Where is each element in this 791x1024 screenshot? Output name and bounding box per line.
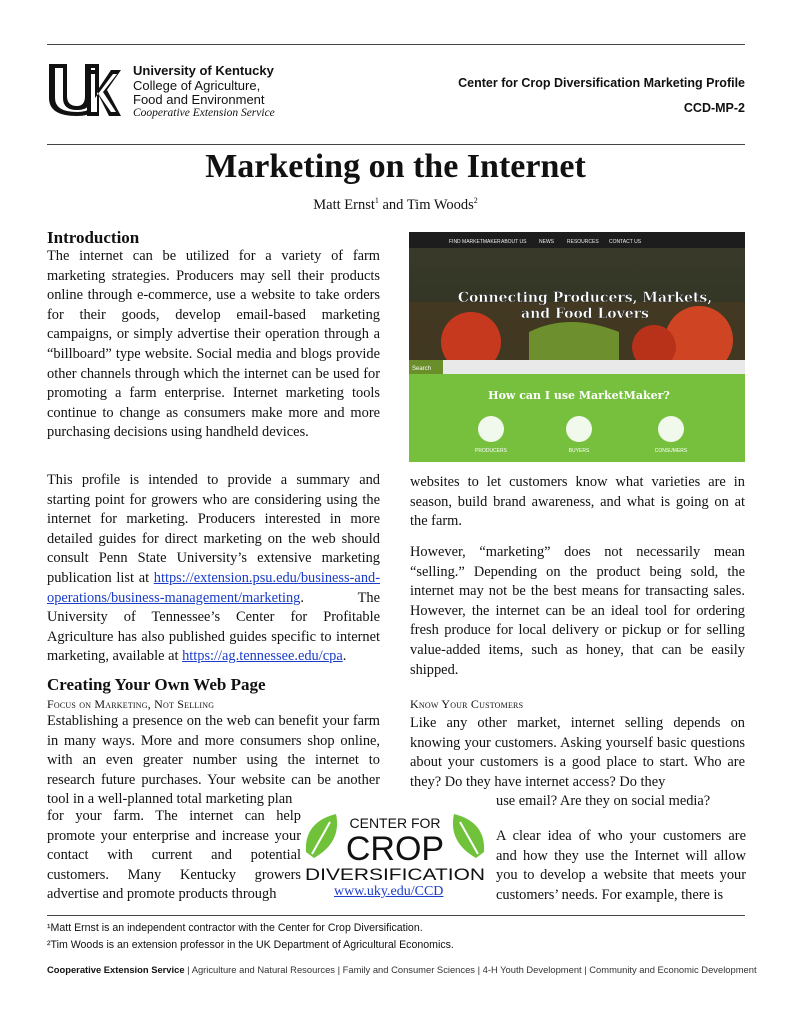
right-paragraph-2: However, “marketing” does not necessarily mean “selling.” Depending on the product being sold, the internet may not be the best means for transacting sales. However, the internet can be an ideal tool for ordering fresh produce for local delivery or pickup or for selling value-added items, such as honey, that can be easily shipped.: [410, 544, 745, 678]
intro-p2-text-a: This profile is intended to provide a summary and starting point for growers who are considering using the internet for marketing. Producers interested in more detailed guides for direct marketing on the web should consult Penn State University’s extensive marketing publication list at: [47, 472, 380, 586]
tennessee-cpa-link[interactable]: https://ag.tennessee.edu/cpa: [182, 648, 343, 665]
hero-search-label: Search: [412, 366, 432, 372]
college-name: College of Agriculture,: [133, 78, 261, 93]
ccd-logo: [302, 808, 488, 900]
profile-title: Center for Crop Diversification Marketing Profile: [458, 76, 745, 90]
hero-question: How can I use MarketMaker?: [488, 389, 670, 402]
author-2: Tim Woods: [406, 196, 474, 213]
creating-paragraph-narrow: for your farm. The internet can help promote your enterprise and increase your contact with current and potential customers. Many Kentucky growers advertise and promote products through: [47, 808, 301, 903]
ccd-line-1: CENTER FOR: [349, 815, 441, 831]
hero-icon-label-1: BUYERS: [568, 448, 590, 454]
profile-code: CCD-MP-2: [683, 101, 745, 115]
ccd-leaves-icon: [302, 808, 488, 882]
hero-icon-label-2: CONSUMERS: [654, 448, 688, 454]
uk-logo-icon: [47, 62, 121, 118]
top-rule: [47, 44, 745, 45]
footer-lead: Cooperative Extension Service: [47, 964, 185, 975]
college-name-2: Food and Environment: [133, 92, 265, 107]
university-name: University of Kentucky: [133, 63, 274, 78]
intro-p2-text-b: . The University of Tennessee’s Center for Profitable Agriculture has also published guides specific to internet marketing, available at: [47, 589, 380, 665]
know-customers-subheading: Know Your Customers: [410, 697, 524, 711]
right-paragraph-1: websites to let customers know what varieties are in season, build brand awareness, and what is going on at the farm.: [410, 474, 745, 530]
right-paragraph-4: A clear idea of who your customers are and how they use the Internet will allow you to develop a website that meets your customers’ needs. For example, there is: [496, 828, 746, 903]
creating-heading: Creating Your Own Web Page: [47, 675, 266, 694]
intro-paragraph-1: The internet can be utilized for a variety of farm marketing strategies. Producers may sell their products online through e-commerce, use a website to take orders for their goods, develop email-based marketing campaigns, or simply advertise their operation through a “billboard” type website. Social media and blogs provide other channels through which the internet can be used for promoting a farm enterprise. Internet marketing tools continue to change as consumers make more and more purchasing decisions using handheld devices.: [47, 248, 380, 441]
consumers-icon: [658, 416, 684, 442]
focus-subheading: Focus on Marketing, Not Selling: [47, 697, 215, 711]
ccd-line-2: CROP: [345, 830, 445, 868]
intro-p2-text-c: .: [342, 648, 347, 665]
authors: [0, 196, 791, 214]
ccd-line-3: DIVERSIFICATION: [305, 865, 485, 882]
footnote-2: ²Tim Woods is an extension professor in the UK Department of Agricultural Economics.: [47, 939, 454, 951]
hero-nav-1: ABOUT US: [501, 239, 527, 245]
intro-heading: Introduction: [47, 228, 140, 247]
hero-nav-0: FIND MARKETMAKER: [449, 239, 501, 245]
ccd-url-link[interactable]: www.uky.edu/CCD: [334, 884, 444, 899]
marketmaker-screenshot: [409, 232, 745, 462]
footnote-1: ¹Matt Ernst is an independent contractor with the Center for Crop Diversification.: [47, 922, 423, 934]
hero-nav-2: NEWS: [539, 239, 554, 245]
hero-headline-2: and Food Lovers: [521, 306, 649, 322]
author-1: Matt Ernst: [313, 196, 375, 213]
document-title: Marketing on the Internet: [205, 148, 586, 185]
hero-icon-label-0: PRODUCERS: [475, 448, 507, 454]
extension-service: Cooperative Extension Service: [133, 107, 275, 119]
buyers-icon: [566, 416, 592, 442]
intro-paragraph-2: [47, 471, 380, 667]
right-paragraph-3: Like any other market, internet selling depends on knowing your customers. Asking yourself basic questions about your customers is a good place to start. Who are they? Do they have internet access? Do they: [410, 715, 745, 790]
author-and: and: [378, 196, 407, 213]
header-bottom-rule: [47, 144, 745, 145]
hero-nav-4: CONTACT US: [609, 239, 642, 245]
author-1-sup: 1: [374, 196, 379, 205]
footnote-rule: [47, 915, 745, 916]
producers-icon: [478, 416, 504, 442]
hero-headline-1: Connecting Producers, Markets,: [457, 290, 713, 306]
hero-nav-3: RESOURCES: [567, 239, 599, 245]
footer-bar: [47, 964, 757, 975]
footer-programs: | Agriculture and Natural Resources | Family and Consumer Sciences | 4-H Youth Development | Community and Economic Development: [184, 964, 757, 975]
creating-paragraph: Establishing a presence on the web can benefit your farm in many ways. More and more consumers shop online, with an even greater number using the internet to research future purchases. Your website can be another tool in a well-planned total marketing plan: [47, 713, 380, 808]
penn-state-link[interactable]: https://extension.psu.edu/business-and-operations/business-management/marketing: [47, 569, 380, 606]
right-paragraph-3-indent: use email? Are they on social media?: [496, 793, 711, 809]
author-2-sup: 2: [473, 196, 478, 205]
